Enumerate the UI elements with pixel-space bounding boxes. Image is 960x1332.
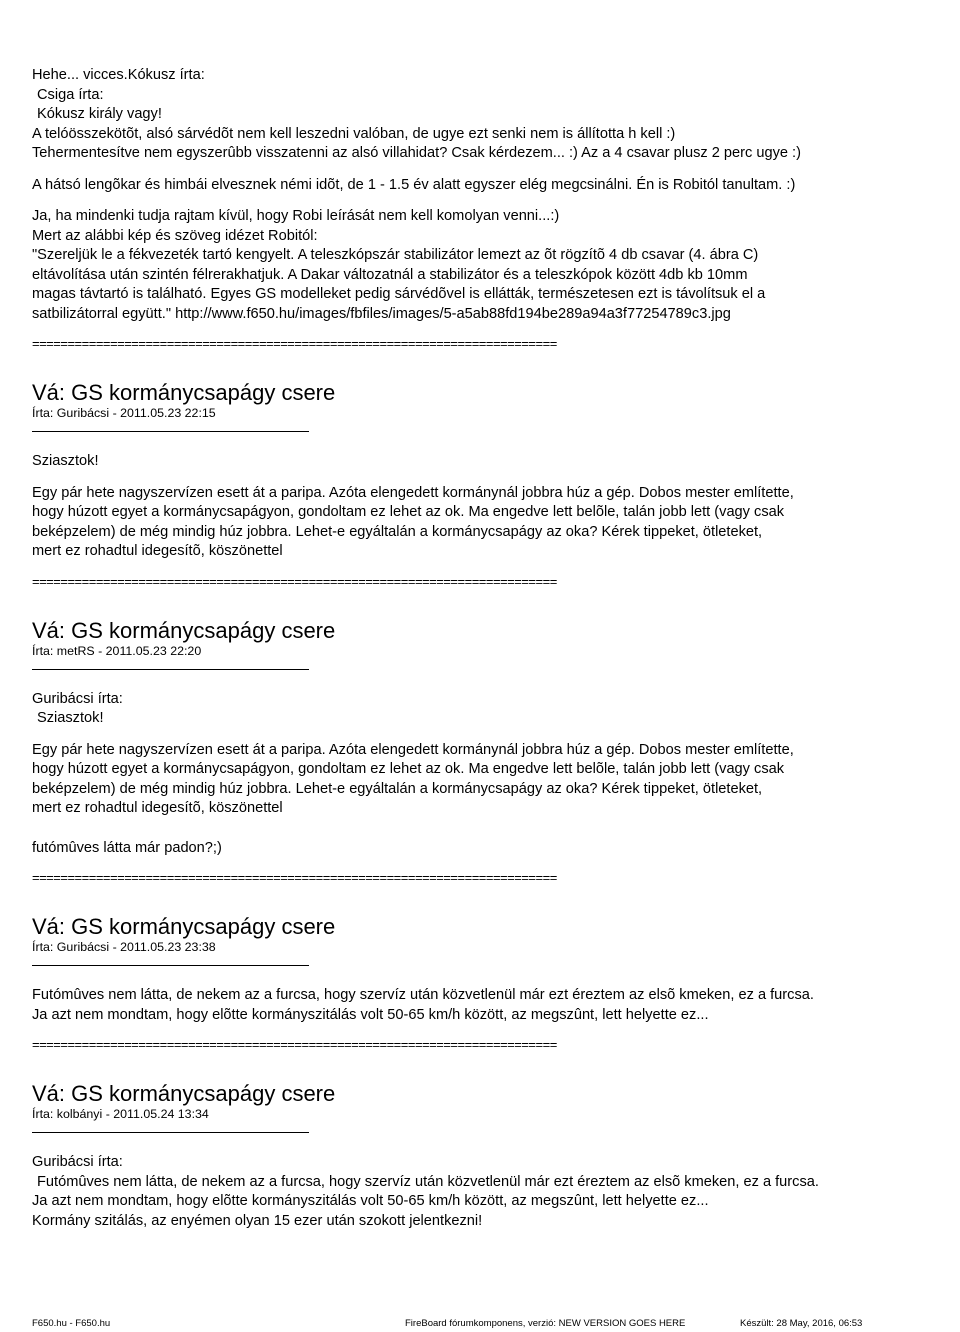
- intro-line: eltávolítása után szintén félrerakhatjuk. A Dakar változatnál a stabilizátor és a teleszkópok között 4db kb 10mm: [32, 266, 748, 283]
- separator-line: ==========================================================================: [32, 573, 557, 589]
- post-meta: Írta: metRS - 2011.05.23 22:20: [32, 643, 202, 658]
- quote-label: Guribácsi írta:: [32, 690, 123, 707]
- post-body-line: hogy húzott egyet a kormánycsapágyon, gondoltam ez lehet az ok. Ma engedve lett belõle, talán jobb lett (vagy csak: [32, 504, 785, 520]
- quote-label: Guribácsi írta:: [32, 1154, 123, 1170]
- post-meta: Írta: Guribácsi - 2011.05.23 22:15: [32, 406, 216, 420]
- post-title: Vá: GS kormánycsapágy csere: [32, 380, 336, 405]
- intro-line: Kókusz király vagy!: [37, 106, 162, 122]
- post-body-line: Kormány szitálás, az enyémen olyan 15 ezer után szokott jelentkezni!: [32, 1212, 483, 1229]
- intro-paragraph: A hátsó lengõkar és himbái elvesznek némi idõt, de 1 - 1.5 év alatt egyszer elég megcsinálni. Én is Robitól tanultam. :): [32, 176, 796, 193]
- intro-line: "Szereljük le a fékvezeték tartó kengyelt. A teleszkópszár stabilizátor lemezt az õt rögzítõ 4 db csavar (4. ábra C): [32, 247, 759, 263]
- post-title: Vá: GS kormánycsapágy csere: [32, 617, 336, 643]
- intro-line: Tehermentesítve nem egyszerûbb visszatenni az alsó villahidat? Csak kérdezem... :) Az a 4 csavar plusz 2 perc ugye :): [32, 145, 801, 161]
- post-body-line: Egy pár hete nagyszervízen esett át a paripa. Azóta elengedett kormánynál jobbra húz a gép. Dobos mester említette,: [32, 741, 794, 758]
- post-body-line: Ja azt nem mondtam, hogy elõtte kormányszitálás volt 50-65 km/h között, az megszûnt, lett helyette ez...: [32, 1006, 709, 1023]
- post-divider: [32, 965, 309, 966]
- post-reply: futómûves látta már padon?;): [32, 839, 222, 856]
- post-body-line: Futómûves nem látta, de nekem az a furcsa, hogy szervíz után közvetlenül már ezt éreztem az elsõ kmeken, ez a furcsa.: [37, 1173, 819, 1190]
- intro-line: Csiga írta:: [37, 86, 104, 103]
- document-page: [32, 66, 932, 1231]
- post-title: Vá: GS kormánycsapágy csere: [32, 1081, 336, 1106]
- post-body-line: beképzelem) de még mindig húz jobbra. Lehet-e egyáltalán a kormánycsapágy az oka? Kérek tippeket, ötleteket,: [32, 523, 763, 540]
- post-body-line: mert ez rohadtul idegesítõ, köszönettel: [32, 800, 283, 816]
- intro-line: Hehe... vicces.Kókusz írta:: [32, 67, 205, 83]
- intro-line: Ja, ha mindenki tudja rajtam kívül, hogy Robi leírását nem kell komolyan venni...:): [32, 208, 560, 224]
- intro-line: magas távtartó is található. Egyes GS modelleket pedig sárvédõvel is ellátták, természetesen ezt is távolítsuk el a: [32, 286, 766, 302]
- post-body-line: mert ez rohadtul idegesítõ, köszönettel: [32, 543, 283, 559]
- post-greeting: Sziasztok!: [32, 453, 99, 469]
- post-body-line: Egy pár hete nagyszervízen esett át a paripa. Azóta elengedett kormánynál jobbra húz a gép. Dobos mester említette,: [32, 484, 794, 501]
- quote-greeting: Sziasztok!: [37, 710, 104, 726]
- intro-line: A telóösszekötõt, alsó sárvédõt nem kell leszedni valóban, de ugye ezt senki nem is állította h kell :): [32, 125, 676, 142]
- post-body-line: beképzelem) de még mindig húz jobbra. Lehet-e egyáltalán a kormánycsapágy az oka? Kérek tippeket, ötleteket,: [32, 780, 763, 797]
- post-divider: [32, 431, 309, 432]
- post-meta: Írta: Guribácsi - 2011.05.23 23:38: [32, 940, 216, 954]
- separator-line: ==========================================================================: [32, 870, 557, 885]
- separator-line: ==========================================================================: [32, 336, 557, 351]
- footer-date: Készült: 28 May, 2016, 06:53: [740, 1318, 863, 1329]
- intro-line: satbilizátorral együtt." http://www.f650.hu/images/fbfiles/images/5-a5ab88fd194be289a94a3f77254789c3.jpg: [32, 305, 731, 322]
- post-divider: [32, 669, 309, 670]
- post-divider: [32, 1132, 309, 1133]
- footer-site: F650.hu - F650.hu: [32, 1318, 111, 1329]
- post-meta: Írta: kolbányi - 2011.05.24 13:34: [32, 1107, 209, 1121]
- post-body-line: Futómûves nem látta, de nekem az a furcsa, hogy szervíz után közvetlenül már ezt éreztem az elsõ kmeken, ez a furcsa.: [32, 987, 814, 1003]
- intro-line: Mert az alábbi kép és szöveg idézet Robitól:: [32, 227, 318, 244]
- separator-line: ==========================================================================: [32, 1037, 557, 1052]
- post-title: Vá: GS kormánycsapágy csere: [32, 914, 336, 939]
- post-body-line: hogy húzott egyet a kormánycsapágyon, gondoltam ez lehet az ok. Ma engedve lett belõle, talán jobb lett (vagy csak: [32, 761, 785, 777]
- post-body-line: Ja azt nem mondtam, hogy elõtte kormányszitálás volt 50-65 km/h között, az megszûnt, lett helyette ez...: [32, 1193, 709, 1209]
- footer-component: FireBoard fórumkomponens, verzió: NEW VERSION GOES HERE: [405, 1318, 686, 1329]
